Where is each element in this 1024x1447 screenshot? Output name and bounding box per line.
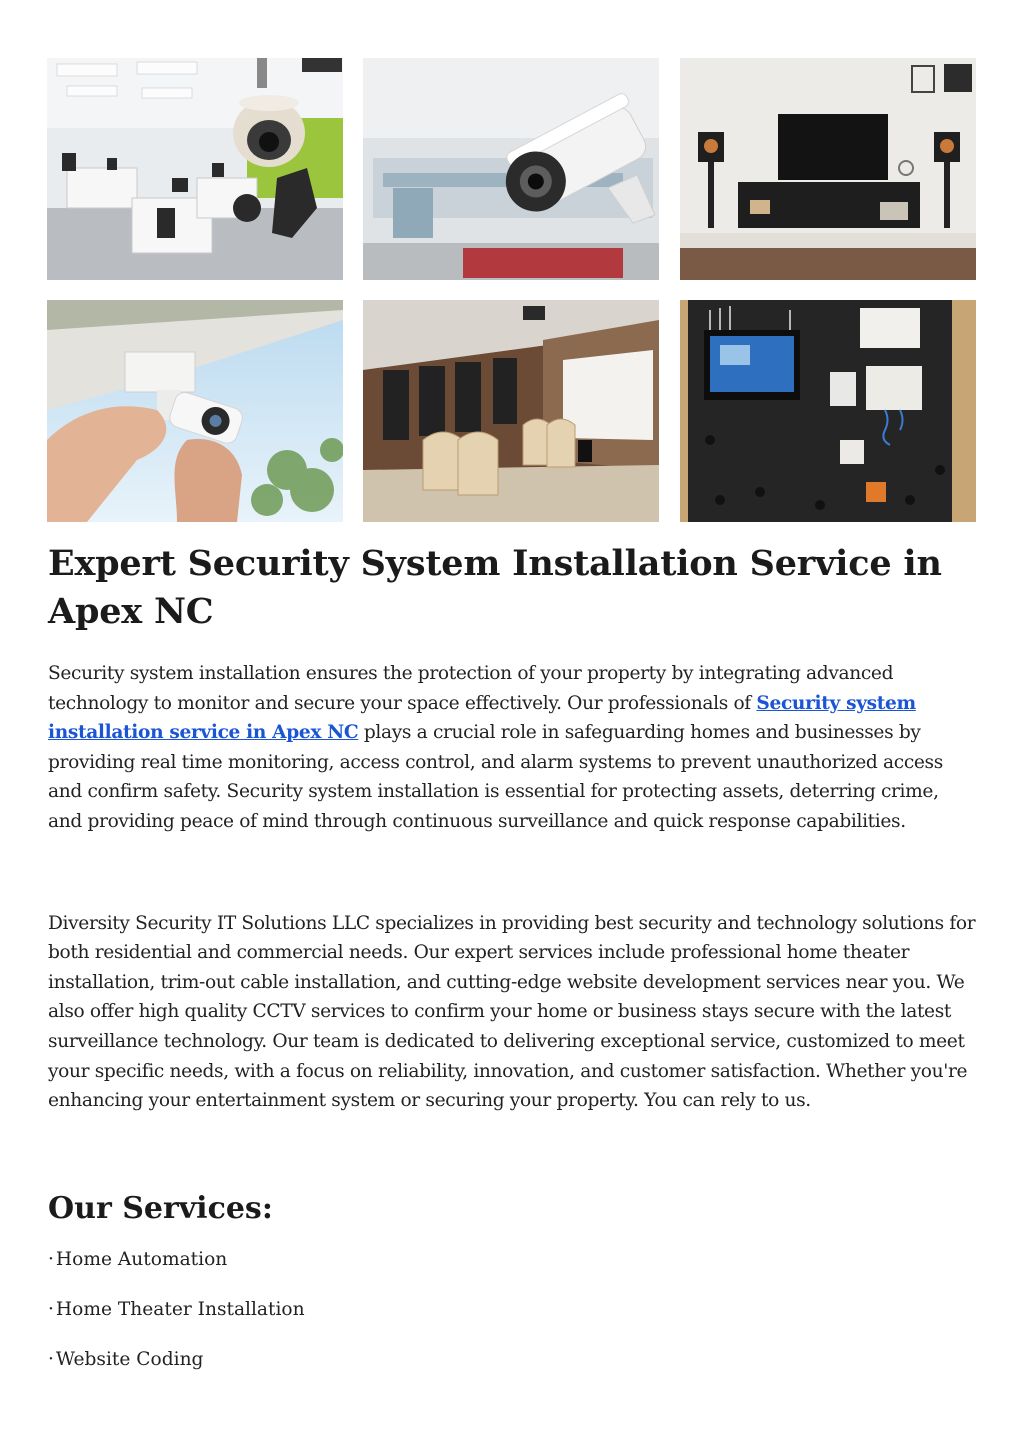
intro-text-start: Security system installation ensures the protection of your property by integrating advanced technology to monitor and secure your space effectively. Our professionals of [48, 663, 894, 714]
services-heading: Our Services: [48, 1190, 273, 1226]
bullet: · [48, 1348, 54, 1370]
office-bullet-camera-photo [363, 58, 659, 280]
home-theater-room-photo [363, 300, 659, 522]
page-title: Expert Security System Installation Service in Apex NC [48, 543, 942, 632]
about-paragraph: Diversity Security IT Solutions LLC specializes in providing best security and technology solutions for both residential and commercial needs. Our expert services include professional home theater installation, trim-out cable installation, and cutting-edge website development services near you. We also offer high quality CCTV services to confirm your home or business stays secure with the latest surveillance technology. Our team is dedicated to delivering exceptional service, customized to meet your specific needs, with a focus on reliability, innovation, and customer satisfaction. Whether you're enhancing your entertainment system or securing your property. You can rely to us. [48, 912, 976, 1112]
article [48, 540, 978, 1395]
service-label: Home Automation [55, 1248, 228, 1270]
security-installation-link[interactable]: Security system installation service in Apex NC [48, 692, 916, 744]
list-item [48, 1295, 978, 1324]
intro-text-end: plays a crucial role in safeguarding homes and businesses by providing real time monitoring, access control, and alarm systems to prevent unauthorized access and confirm safety. Security system installation is essential for protecting assets, deterring crime, and providing peace of mind through continuous surveillance and quick response capabilities. [48, 722, 943, 832]
network-panel-photo [680, 300, 976, 522]
outdoor-camera-install-photo [47, 300, 343, 522]
bullet: · [48, 1248, 54, 1270]
living-room-tv-photo [680, 58, 976, 280]
service-label: Home Theater Installation [55, 1298, 305, 1320]
intro-paragraph [48, 659, 978, 837]
service-label: Website Coding [55, 1348, 204, 1370]
list-item [48, 1345, 978, 1374]
office-dome-camera-photo [47, 58, 343, 280]
services-list [48, 1245, 978, 1374]
list-item [48, 1245, 978, 1274]
bullet: · [48, 1298, 54, 1320]
